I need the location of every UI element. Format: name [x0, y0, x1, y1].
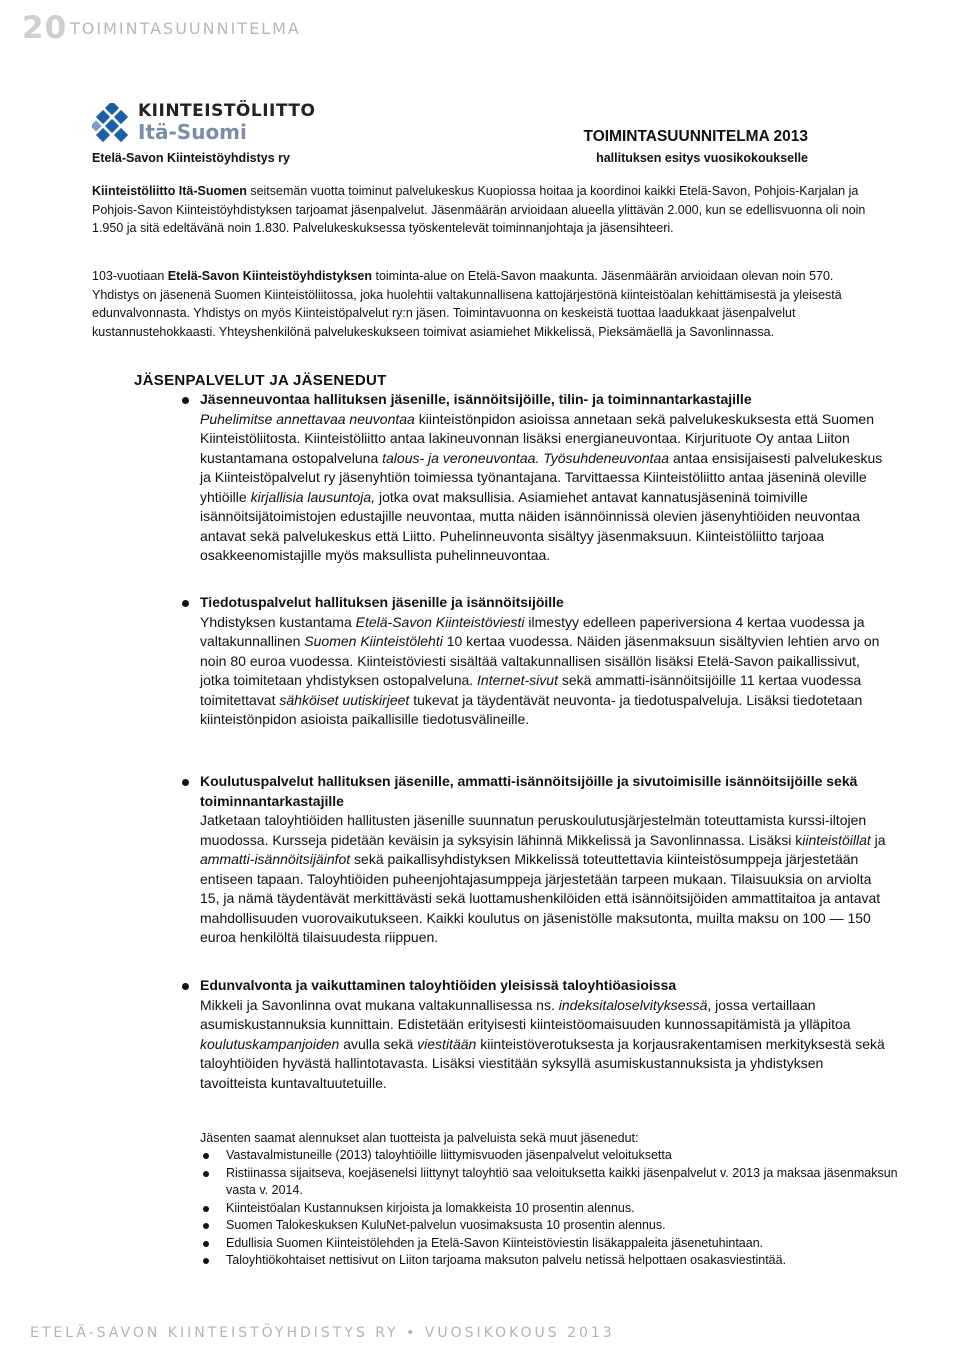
- benefit-text: Suomen Talokeskuksen KuluNet-palvelun vuosimaksusta 10 prosentin alennus.: [226, 1218, 666, 1232]
- service-item-body: Mikkeli ja Savonlinna ovat mukana valtakunnallisessa ns. indeksitaloselvityksessä, jossa vertaillaan asumiskustannuksia kunnittain. Edistetään erityisesti kiinteistöomaisuuden kunnossapitämistä ja ylläpitoa koulutuskampanjoiden avulla sekä viestitään kiinteistöverotuksesta ja korjausrakentamisen merkityksestä sekä taloyhtiöiden hyvästä hallintotavasta. Lisäksi viestitään syksyllä asumiskustannuksista ja yhdistyksen tavoitteista kuntavaltuutetuille.: [200, 996, 885, 1091]
- list-item: [200, 1217, 900, 1235]
- bullet-icon: [203, 1171, 209, 1177]
- list-item: [200, 1147, 900, 1165]
- intro-paragraph-2: 103-vuotiaan Etelä-Savon Kiinteistöyhdistyksen toiminta-alue on Etelä-Savon maakunta. Jäsenmäärän arvioidaan olevan noin 570. Yhdistys on jäsenenä Suomen Kiinteistöliitossa, joka huolehtii valtakunnallisena kattojärjestönä kiinteistöalan kehittämisestä ja yleisestä edunvalvonnasta. Yhdistys on myös Kiinteistöpalvelut ry:n jäsen. Toimintavuonna on keskeistä tuottaa laadukkaat jäsenpalvelut kustannustehokkaasti. Yhteyshenkilönä palvelukeskukseen toimivat asiamiehet Mikkelissä, Pieksämäellä ja Savonlinnassa.: [92, 269, 842, 339]
- bullet-icon: [203, 1241, 209, 1247]
- benefit-text: Ristiinassa sijaitseva, koejäsenelsi liittynyt taloyhtiö saa veloituksetta kaikki jäsenpalvelut v. 2013 ja maksaa jäsenmaksun vasta v. 2014.: [226, 1165, 898, 1197]
- service-item: [170, 772, 890, 948]
- service-item: [170, 593, 890, 730]
- bullet-icon: [203, 1206, 209, 1212]
- service-item-body: Puhelimitse annettavaa neuvontaa kiinteistönpidon asioissa annetaan sekä palvelukeskuksesta että Suomen Kiinteistöliitosta. Kiinteistöliitto antaa lakineuvonnan lisäksi energianeuvontaa. Kirjurituote Oy antaa Liiton kustantamana ostopalveluna talous- ja veroneuvontaa. Työsuhdeneuvontaa antaa ensisijaisesti palvelukeskus ja Kiinteistöpalvelut ry jäsenyhtiön toimiessa työnantajana. Tarvittaessa Kiinteistöliitto antaa jäseninä oleville yhtiöille kirjallisia lausuntoja, jotka ovat maksullisia. Asiamiehet antavat kannatusjäseninä toimiville isännöitsijätoimistojen edustajille neuvontaa, mutta näiden isännöinnissä olevien jäsenyhtiöiden neuvontaa antavat sekä palvelukeskus että Liitto. Puhelinneuvonta sisältyy jäsenmaksuun. Kiinteistöliitto tarjoaa osakkeenomistajille myös maksullista puhelinneuvontaa.: [200, 410, 883, 563]
- service-item-title: Jäsenneuvontaa hallituksen jäsenille, isännöitsijöille, tilin- ja toiminnantarkastajille: [200, 391, 752, 407]
- footer-text: ETELÄ-SAVON KIINTEISTÖYHDISTYS RY • VUOSIKOKOUS 2013: [30, 1325, 615, 1341]
- benefits-list: [200, 1147, 900, 1270]
- service-item-title: Koulutuspalvelut hallituksen jäsenille, ammatti-isännöitsijöille ja sivutoimisille isännöitsijöille sekä toiminnantarkastajille: [200, 773, 858, 809]
- plan-subtitle: hallituksen esitys vuosikokoukselle: [596, 151, 808, 165]
- bullet-icon: [203, 1223, 209, 1229]
- service-item-body: Jatketaan taloyhtiöiden hallitusten jäsenille suunnatun peruskoulutusjärjestelmän toteuttamista kurssi-iltojen muodossa. Kursseja pidetään keväisin ja syksyisin lähinnä Mikkelissä ja Savonlinnassa. Lisäksi kiinteistöillat ja ammatti-isännöitsijäinfot sekä paikallisyhdistyksen Mikkelissä toteuttettavia kiinteistösumppeja järjestetään entiseen tapaan. Taloyhtiöiden puheenjohtajasumppeja järjestetään tarpeen mukaan. Tilaisuuksia on arviolta 15, ja nämä täydentävät merkittävästi sekä luottamushenkilöiden että isännöitsijöiden ammattitaitoa ja antavat mahdollisuuden vuorovaikutukseen. Kaikki koulutus on jäsenistölle maksutonta, muilta maksu on 100 — 150 euroa henkilöltä tilaisuudesta riippuen.: [200, 812, 886, 945]
- benefit-text: Vastavalmistuneille (2013) taloyhtiöille liittymisvuoden jäsenpalvelut veloituksetta: [226, 1148, 672, 1162]
- bullet-icon: [182, 983, 189, 990]
- list-item: [200, 1200, 900, 1218]
- bullet-icon: [182, 397, 189, 404]
- bullet-icon: [182, 600, 189, 607]
- bullet-icon: [182, 779, 189, 786]
- service-item-title: Tiedotuspalvelut hallituksen jäsenille ja isännöitsijöille: [200, 594, 564, 610]
- benefit-text: Taloyhtiökohtaiset nettisivut on Liiton tarjoama maksuton palvelu netissä helpottaen osakasviestintää.: [226, 1253, 787, 1267]
- benefit-text: Edullisia Suomen Kiinteistölehden ja Etelä-Savon Kiinteistöviestin lisäkappaleita jäsenetuhintaan.: [226, 1235, 764, 1250]
- logo-text-region: Itä-Suomi: [138, 120, 247, 144]
- service-item: [170, 976, 890, 1093]
- page-number: 20: [22, 10, 68, 46]
- list-item: [200, 1252, 900, 1270]
- logo-text-main: KIINTEISTÖLIITTO: [138, 101, 316, 121]
- running-title: TOIMINTASUUNNITELMA: [70, 19, 301, 38]
- organization-name: Etelä-Savon Kiinteistöyhdistys ry: [92, 151, 290, 165]
- benefit-text: Kiinteistöalan Kustannuksen kirjoista ja lomakkeista 10 prosentin alennus.: [226, 1200, 635, 1215]
- benefits-intro: Jäsenten saamat alennukset alan tuotteista ja palveluista sekä muut jäsenedut:: [200, 1131, 639, 1145]
- intro-paragraph-1: Kiinteistöliitto Itä-Suomen seitsemän vuotta toiminut palvelukeskus Kuopiossa hoitaa ja koordinoi kaikki Etelä-Savon, Pohjois-Karjalan ja Pohjois-Savon Kiinteistöyhdistyksen tarjoamat jäsenpalvelut. Jäsenmäärän arvioidaan alueella ylittävän 2.000, kun se edellisvuonna oli noin 1.950 ja sitä edeltävänä noin 1.830. Palvelukeskuksessa työskentelevät toiminnanjohtaja ja jäsensihteeri.: [92, 184, 866, 236]
- list-item: [200, 1235, 900, 1253]
- logo: [92, 101, 332, 149]
- bullet-icon: [203, 1258, 209, 1264]
- service-item: [170, 390, 890, 566]
- diamond-grid-icon: [92, 103, 132, 143]
- plan-title: TOIMINTASUUNNITELMA 2013: [583, 128, 808, 145]
- section-heading: JÄSENPALVELUT JA JÄSENEDUT: [134, 372, 387, 389]
- header-band: [0, 0, 960, 62]
- bullet-icon: [203, 1153, 209, 1159]
- service-item-body: Yhdistyksen kustantama Etelä-Savon Kiinteistöviesti ilmestyy edelleen paperiversiona 4 kertaa vuodessa ja valtakunnallinen Suomen Kiinteistölehti 10 kertaa vuodessa. Näiden jäsenmaksuun sisältyvien lehtien arvo on noin 80 euroa vuodessa. Kiinteistöviesti sisältää valtakunnallisen sisällön lisäksi Etelä-Savon paikallissivut, jotka toimitetaan yhdistyksen ostopalveluna. Internet-sivut sekä ammatti-isännöitsijöille 11 kertaa vuodessa toimitettavat sähköiset uutiskirjeet tukevat ja täydentävät neuvonta- ja tiedotuspalveluja. Lisäksi tiedotetaan kiinteistönpidon asioista paikallisille tiedotusvälineille.: [200, 613, 880, 727]
- service-item-title: Edunvalvonta ja vaikuttaminen taloyhtiöiden yleisissä taloyhtiöasioissa: [200, 977, 677, 993]
- list-item: [200, 1165, 900, 1200]
